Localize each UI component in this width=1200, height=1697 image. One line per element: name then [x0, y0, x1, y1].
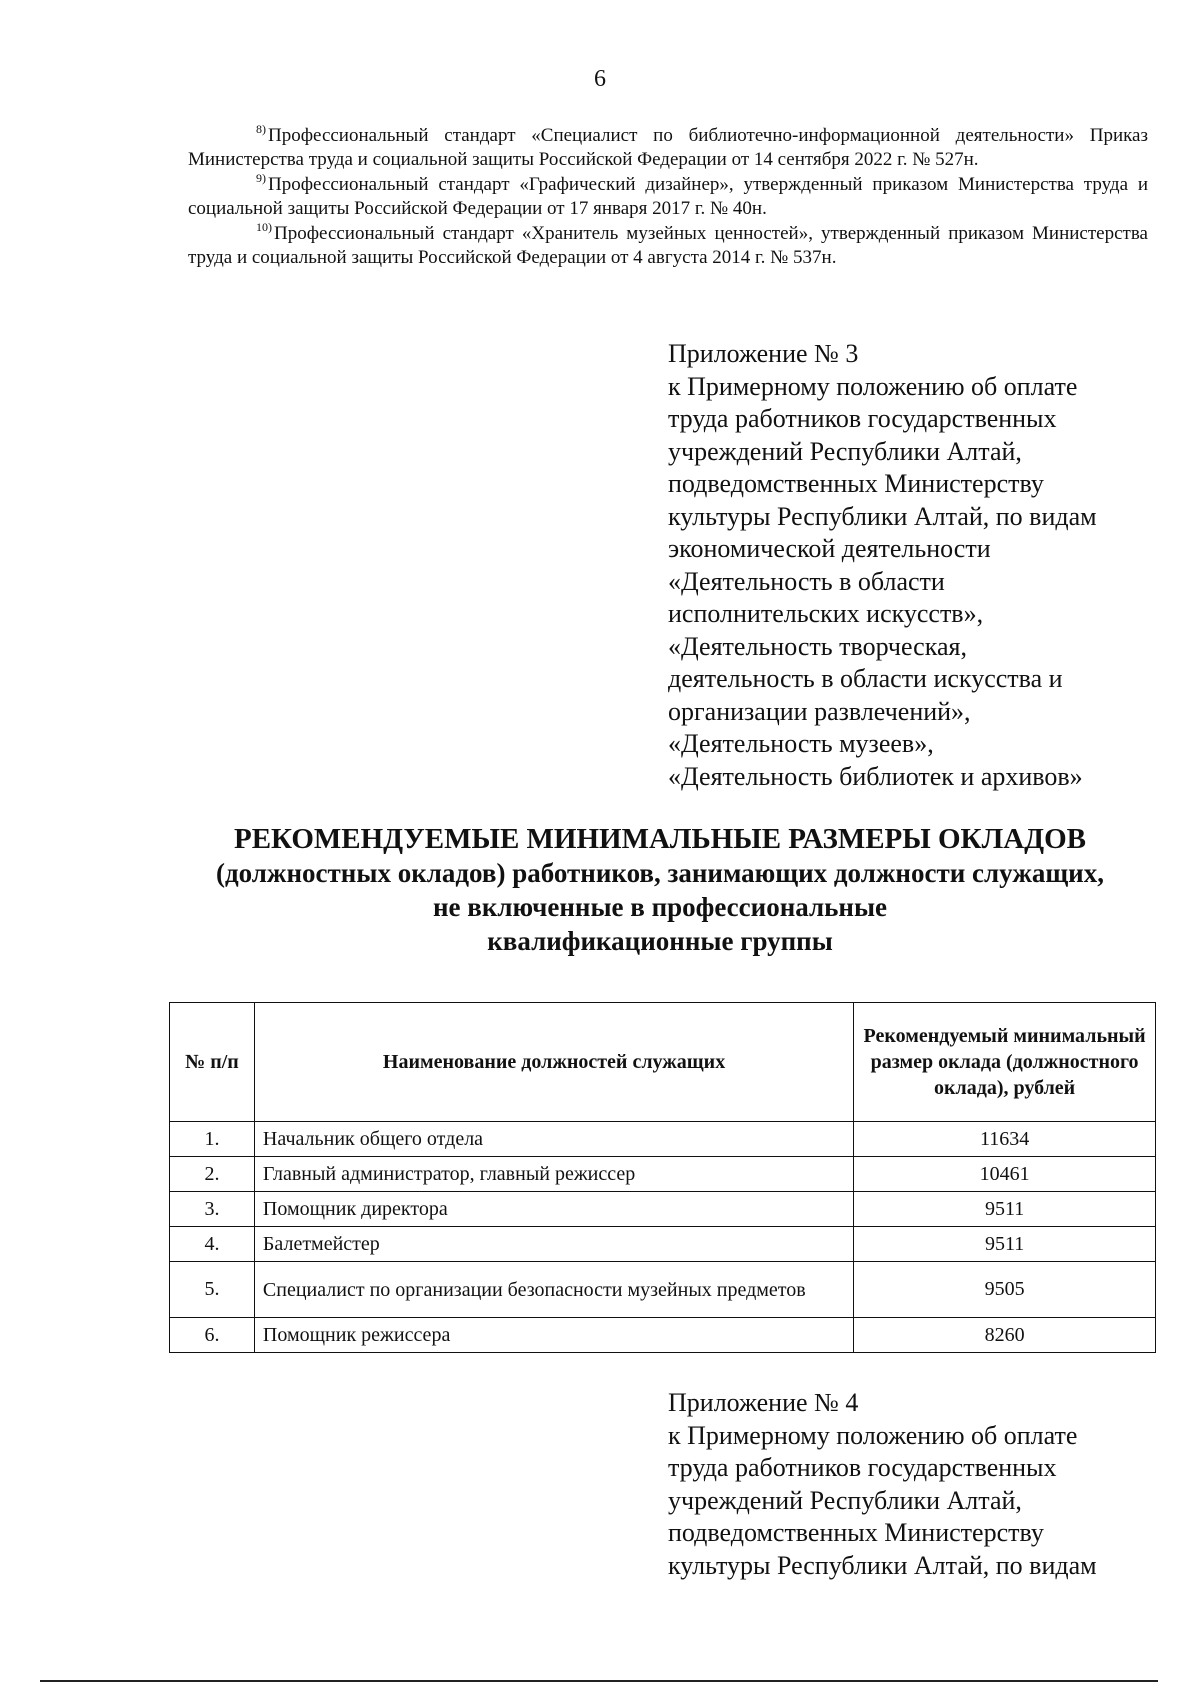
appendix-3-line: «Деятельность музеев», — [668, 729, 934, 758]
heading-line: квалификационные группы — [487, 926, 833, 956]
heading-line: РЕКОМЕНДУЕМЫЕ МИНИМАЛЬНЫЕ РАЗМЕРЫ ОКЛАДОВ — [233, 823, 1086, 855]
row-position: Начальник общего отдела — [254, 1122, 853, 1157]
row-num: 2. — [170, 1157, 255, 1192]
table-row — [170, 1192, 1156, 1227]
appendix-3-line: подведомственных Министерству — [668, 469, 1044, 498]
appendix-3-line: «Деятельность в области — [668, 566, 945, 596]
appendix-3-line: учреждений Республики Алтай, — [668, 436, 1022, 466]
heading-line: (должностных окладов) работников, занимающих должности служащих, — [215, 858, 1104, 888]
row-salary: 9511 — [854, 1192, 1156, 1227]
page-number: 6 — [594, 66, 606, 92]
appendix-3-block — [668, 338, 1168, 793]
appendix-3-line: исполнительских искусств», — [668, 599, 984, 628]
table-row — [170, 1262, 1156, 1318]
footnote-mark: 10) — [256, 220, 272, 234]
appendix-3-line: труда работников государственных — [668, 404, 1057, 433]
document-heading — [0, 822, 1200, 958]
appendix-4-line: культуры Республики Алтай, по видам — [668, 1550, 1097, 1580]
table-header-row — [170, 1003, 1156, 1122]
row-salary: 9505 — [854, 1262, 1156, 1318]
appendix-4-line: труда работников государственных — [668, 1453, 1057, 1482]
appendix-3-line: «Деятельность библиотек и архивов» — [668, 761, 1083, 791]
header-salary: Рекомендуемый минимальный размер оклада (должностного оклада), рублей — [854, 1003, 1156, 1122]
appendix-4-block — [668, 1387, 1168, 1582]
footnote-mark: 9) — [256, 171, 266, 185]
row-num: 1. — [170, 1122, 255, 1157]
row-salary: 11634 — [854, 1122, 1156, 1157]
footnote — [188, 222, 1148, 270]
bottom-divider — [40, 1680, 1158, 1682]
table-row — [170, 1157, 1156, 1192]
header-num: № п/п — [170, 1003, 255, 1122]
row-position: Помощник режиссера — [254, 1318, 853, 1353]
footnotes — [188, 124, 1148, 271]
table-row — [170, 1227, 1156, 1262]
row-salary: 8260 — [854, 1318, 1156, 1353]
row-position: Балетмейстер — [254, 1227, 853, 1262]
row-position: Специалист по организации безопасности музейных предметов — [254, 1262, 853, 1318]
footnote — [188, 124, 1148, 172]
footnote-text: Профессиональный стандарт «Графический дизайнер», утвержденный приказом Министерства труда и социальной защиты Российской Федерации от 17 января 2017 г. № 40н. — [188, 174, 1148, 219]
row-num: 5. — [170, 1262, 255, 1318]
footnote-mark: 8) — [256, 122, 266, 136]
row-salary: 9511 — [854, 1227, 1156, 1262]
appendix-3-line: деятельность в области искусства и — [668, 664, 1063, 693]
appendix-3-line: культуры Республики Алтай, по видам — [668, 501, 1097, 531]
row-position: Главный администратор, главный режиссер — [254, 1157, 853, 1192]
row-num: 6. — [170, 1318, 255, 1353]
appendix-3-title: Приложение № 3 — [668, 339, 859, 368]
appendix-3-line: организации развлечений», — [668, 696, 971, 726]
appendix-4-title: Приложение № 4 — [668, 1388, 859, 1417]
table-row — [170, 1122, 1156, 1157]
header-position: Наименование должностей служащих — [254, 1003, 853, 1122]
table-row — [170, 1318, 1156, 1353]
row-salary: 10461 — [854, 1157, 1156, 1192]
appendix-4-line: к Примерному положению об оплате — [668, 1420, 1078, 1450]
appendix-3-line: к Примерному положению об оплате — [668, 371, 1078, 401]
footnote-text: Профессиональный стандарт «Хранитель музейных ценностей», утвержденный приказом Министерства труда и социальной защиты Российской Федерации от 4 августа 2014 г. № 537н. — [188, 223, 1148, 268]
row-num: 3. — [170, 1192, 255, 1227]
row-num: 4. — [170, 1227, 255, 1262]
footnote-text: Профессиональный стандарт «Специалист по библиотечно-информационной деятельности» Приказ Министерства труда и социальной защиты Российской Федерации от 14 сентября 2022 г. № 527н. — [188, 125, 1148, 170]
footnote — [188, 173, 1148, 221]
appendix-3-line: экономической деятельности — [668, 534, 991, 563]
salary-table — [169, 1002, 1156, 1353]
heading-line: не включенные в профессиональные — [432, 892, 888, 922]
appendix-4-line: учреждений Республики Алтай, — [668, 1485, 1022, 1515]
appendix-3-line: «Деятельность творческая, — [668, 631, 967, 661]
appendix-4-line: подведомственных Министерству — [668, 1518, 1044, 1547]
row-position: Помощник директора — [254, 1192, 853, 1227]
